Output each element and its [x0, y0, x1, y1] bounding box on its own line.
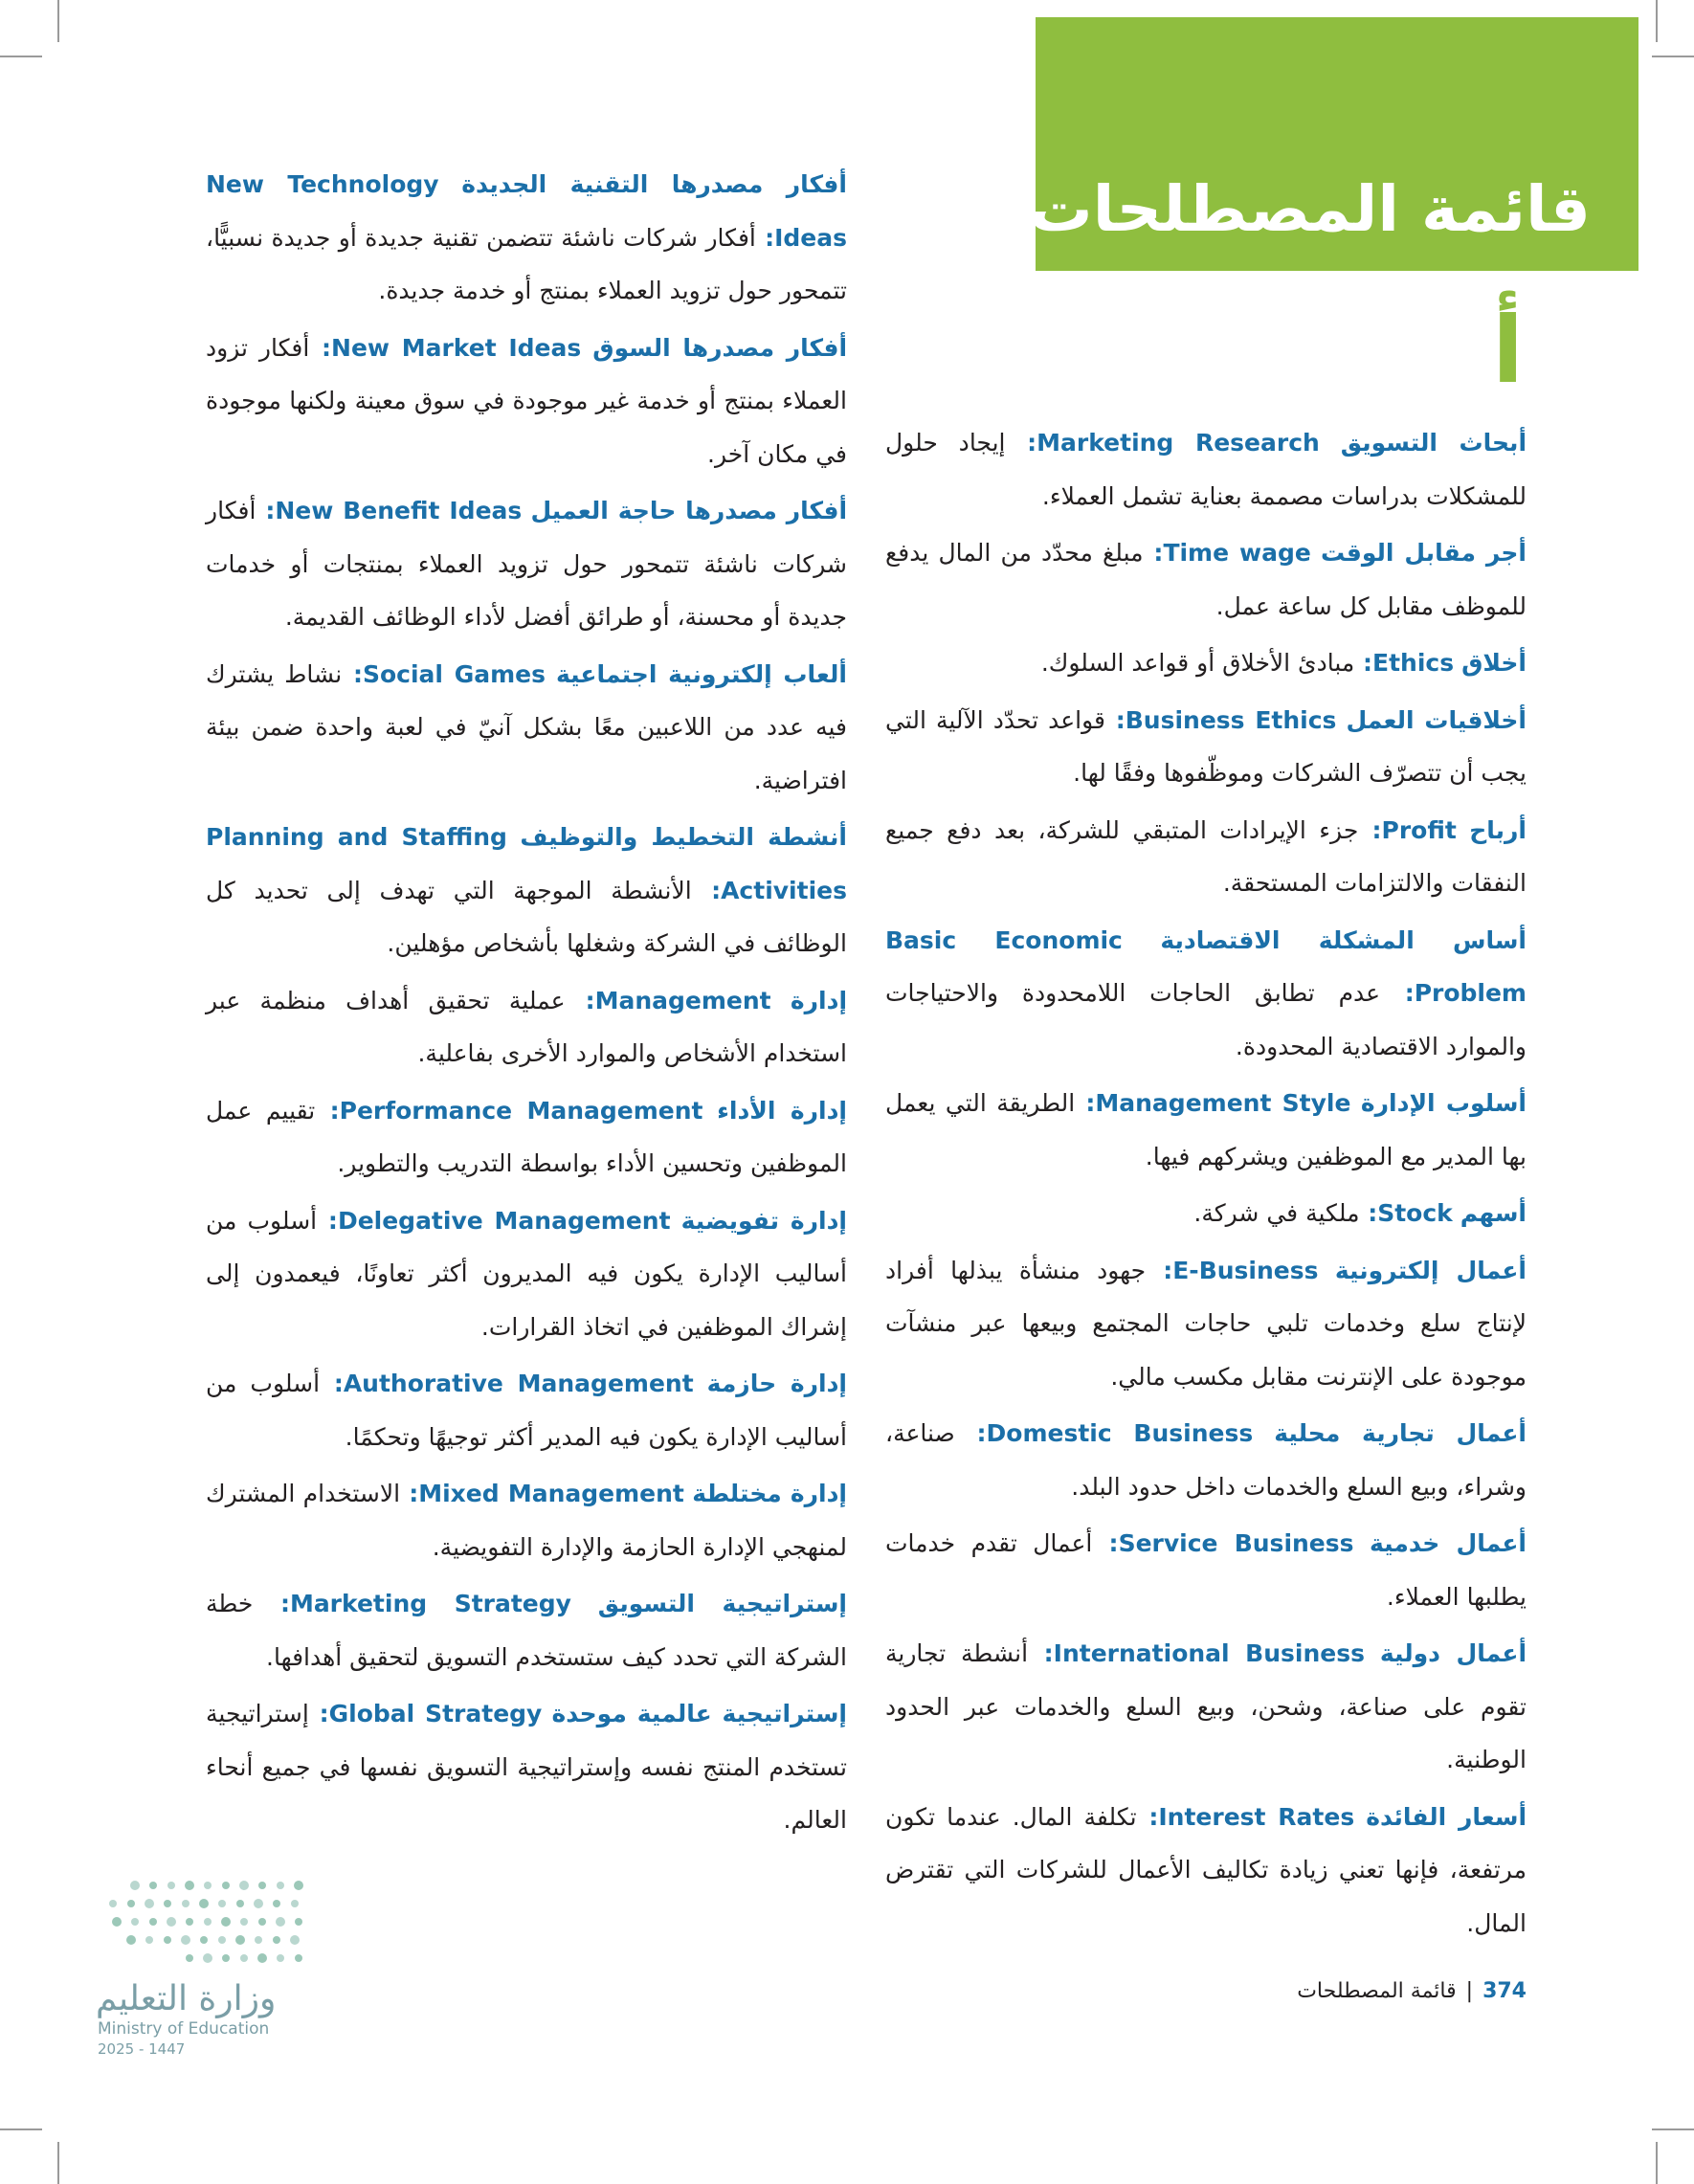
term-definition: قواعد تحدّد الآلية التي يجب أن تتصرّف الشركات وموظّفوها وفقًا لها.	[885, 705, 1527, 787]
term-english: Social Games	[362, 659, 546, 688]
term-separator: :	[342, 659, 363, 688]
logo-dot	[167, 1882, 175, 1889]
logo-dot	[240, 1954, 248, 1962]
logo-dot	[126, 1935, 136, 1945]
term-english: Mixed Management	[418, 1480, 684, 1507]
term-separator: :	[1075, 1089, 1096, 1117]
logo-dot	[295, 1918, 302, 1926]
logo-dot	[164, 1900, 171, 1907]
glossary-entry	[885, 416, 1527, 523]
logo-dot	[221, 1917, 231, 1927]
term-definition: أنشطة تجارية تقوم على صناعة، وشحن، وبيع السلع والخدمات عبر الحدود الوطنية.	[885, 1639, 1527, 1773]
logo-dot	[204, 1882, 212, 1889]
glossary-entry	[206, 648, 847, 808]
logo-dot	[254, 1899, 263, 1908]
crop-mark	[0, 2128, 42, 2130]
logo-dot	[149, 1882, 157, 1889]
logo-dot	[222, 1882, 230, 1889]
term-definition: الاستخدام المشترك لمنهجي الإدارة الحازمة والإدارة التفويضية.	[206, 1480, 847, 1561]
term-english: Time wage	[1163, 539, 1311, 567]
logo-dot	[240, 1918, 248, 1926]
crop-mark	[1652, 56, 1694, 57]
term-separator: :	[317, 1206, 338, 1235]
term-arabic: أخلاق	[1461, 649, 1527, 677]
term-arabic: أفكار مصدرها حاجة العميل	[530, 497, 848, 524]
logo-dot	[273, 1936, 280, 1944]
logo-dot	[294, 1881, 303, 1890]
term-definition: أفكار تزود العملاء بمنتج أو خدمة غير موجودة في سوق معينة ولكنها موجودة في مكان آخر.	[206, 333, 847, 468]
glossary-entry	[206, 1194, 847, 1354]
glossary-entry	[206, 1687, 847, 1847]
term-separator: :	[565, 986, 595, 1014]
logo-dot	[200, 1936, 208, 1944]
logo-dot	[218, 1900, 226, 1907]
term-english: Domestic Business	[986, 1419, 1254, 1447]
term-separator: :	[253, 1590, 290, 1617]
term-definition: أفكار شركات ناشئة تتمحور حول تزويد العملاء بمنتجات أو خدمات جديدة أو محسنة، أو طرائق أفضل لأداء الوظائف القديمة.	[206, 497, 847, 631]
glossary-entry	[885, 1187, 1527, 1240]
term-english: Business Ethics	[1125, 705, 1337, 734]
glossary-entry	[885, 1791, 1527, 1950]
section-letter: أ	[1492, 297, 1524, 404]
term-separator: :	[320, 1370, 344, 1397]
logo-dot	[145, 1936, 153, 1944]
term-arabic: إستراتيجية عالمية موحدة	[551, 1700, 847, 1727]
glossary-entry	[885, 1077, 1527, 1183]
term-english: Management	[594, 986, 771, 1014]
term-english: International Business	[1053, 1639, 1365, 1667]
logo-dots-icon	[96, 1876, 306, 1972]
glossary-entry	[206, 1084, 847, 1191]
term-separator: :	[1005, 429, 1037, 457]
glossary-entry	[885, 694, 1527, 800]
logo-dot	[112, 1917, 122, 1927]
term-english: Authorative Management	[343, 1370, 694, 1397]
term-definition: عملية تحقيق أهداف منظمة عبر استخدام الأشخاص والموارد الأخرى بفاعلية.	[206, 986, 847, 1067]
logo-dot	[276, 1917, 285, 1927]
term-arabic: إدارة تفويضية	[680, 1206, 848, 1235]
page-number: 374	[1482, 1979, 1527, 2003]
logo-dot	[273, 1900, 280, 1907]
term-english: E-Business	[1172, 1256, 1319, 1284]
term-separator: :	[954, 1419, 987, 1447]
ministry-logo	[96, 1876, 316, 2058]
term-english: New Technology Ideas	[206, 170, 848, 252]
term-separator: :	[1143, 539, 1164, 567]
term-definition: الطريقة التي يعمل بها المدير مع الموظفين ويشركهم فيها.	[885, 1089, 1527, 1170]
term-definition: صناعة، وشراء، وبيع السلع والخدمات داخل حدود البلد.	[885, 1419, 1527, 1501]
term-english: Marketing Strategy	[289, 1590, 571, 1617]
logo-dot	[186, 1954, 193, 1962]
term-english: Stock	[1377, 1199, 1453, 1227]
crop-mark	[1656, 2142, 1658, 2184]
term-arabic: أفكار مصدرها التقنية الجديدة	[461, 170, 847, 198]
logo-dot	[109, 1900, 117, 1907]
glossary-entry	[885, 1244, 1527, 1404]
term-separator: :	[1358, 815, 1382, 844]
logo-dot	[204, 1918, 212, 1926]
term-definition: جزء الإيرادات المتبقي للشركة، بعد دفع جميع النفقات والالتزامات المستحقة.	[885, 815, 1527, 897]
logo-year: 2025 - 1447	[98, 2040, 186, 2058]
logo-dot	[258, 1882, 266, 1889]
logo-dot	[199, 1899, 209, 1908]
term-arabic: أسعار الفائدة	[1366, 1802, 1527, 1831]
term-separator: :	[1028, 1639, 1054, 1667]
logo-dot	[182, 1900, 189, 1907]
term-definition: مبادئ الأخلاق أو قواعد السلوك.	[1040, 649, 1355, 677]
term-english: Planning and Staffing Activities	[206, 823, 847, 904]
term-arabic: أساس المشكلة الاقتصادية	[1160, 925, 1527, 954]
term-english: Marketing Research	[1036, 429, 1320, 457]
term-definition: نشاط يشترك فيه عدد من اللاعبين معًا بشكل آنيّ في لعبة واحدة ضمن بيئة افتراضية.	[206, 659, 847, 794]
term-definition: عدم تطابق الحاجات اللامحدودة والاحتياجات والموارد الاقتصادية المحدودة.	[885, 979, 1527, 1060]
logo-dot	[239, 1881, 249, 1890]
term-english: Service Business	[1118, 1529, 1354, 1557]
term-arabic: إدارة الأداء	[717, 1096, 847, 1125]
term-separator: :	[308, 1700, 329, 1727]
term-separator: :	[256, 497, 276, 524]
glossary-entry	[206, 811, 847, 970]
glossary-column-left	[206, 158, 847, 1851]
term-arabic: إدارة	[790, 986, 848, 1014]
term-definition: ملكية في شركة.	[1193, 1199, 1360, 1227]
glossary-entry	[885, 1407, 1527, 1513]
term-arabic: أجر مقابل الوقت	[1320, 539, 1527, 567]
glossary-column-right	[885, 416, 1527, 1953]
term-separator: :	[400, 1480, 419, 1507]
term-separator: :	[1354, 649, 1373, 677]
term-english: New Benefit Ideas	[275, 497, 523, 524]
term-definition: مبلغ محدّد من المال يدفع للموظف مقابل كل ساعة عمل.	[885, 539, 1527, 620]
glossary-entry	[206, 484, 847, 644]
term-definition: أسلوب من أساليب الإدارة يكون فيه المدير أكثر توجيهًا وتحكمًا.	[206, 1370, 847, 1451]
logo-dot	[127, 1900, 135, 1907]
logo-dot	[181, 1935, 190, 1945]
term-arabic: أنشطة التخطيط والتوظيف	[520, 823, 847, 851]
logo-dot	[164, 1936, 171, 1944]
footer-section-label: قائمة المصطلحات	[1297, 1979, 1457, 2003]
logo-dot	[131, 1918, 139, 1926]
term-english: Profit	[1381, 815, 1457, 844]
logo-dot	[218, 1936, 226, 1944]
term-arabic: أبحاث التسويق	[1340, 429, 1527, 457]
term-arabic: أخلاقيات العمل	[1346, 705, 1527, 734]
term-definition: خطة الشركة التي تحدد كيف ستستخدم التسويق لتحقيق أهدافها.	[206, 1590, 847, 1671]
term-definition: الأنشطة الموجهة التي تهدف إلى تحديد كل الوظائف في الشركة وشغلها بأشخاص مؤهلين.	[206, 876, 847, 957]
crop-mark	[0, 56, 42, 57]
term-arabic: إستراتيجية التسويق	[597, 1590, 847, 1617]
glossary-entry	[885, 636, 1527, 690]
term-arabic: أعمال تجارية محلية	[1274, 1419, 1527, 1447]
term-separator: :	[1380, 979, 1415, 1007]
term-arabic: أعمال إلكترونية	[1334, 1256, 1527, 1284]
glossary-entry	[206, 1577, 847, 1683]
glossary-entry	[885, 804, 1527, 910]
logo-dot	[295, 1954, 302, 1962]
logo-dot	[291, 1900, 299, 1907]
glossary-entry	[885, 1627, 1527, 1787]
term-separator: :	[315, 1096, 340, 1125]
term-separator: :	[309, 333, 332, 362]
page-title: قائمة المصطلحات	[1029, 172, 1591, 246]
term-english: Performance Management	[339, 1096, 703, 1125]
crop-mark	[1656, 0, 1658, 42]
term-arabic: أسلوب الإدارة	[1360, 1089, 1527, 1117]
glossary-entry	[885, 1517, 1527, 1623]
term-separator: :	[1136, 1802, 1159, 1831]
term-arabic: إدارة حازمة	[706, 1370, 847, 1397]
term-separator: :	[1146, 1256, 1173, 1284]
term-arabic: أعمال خدمية	[1370, 1529, 1527, 1557]
term-separator: :	[691, 876, 722, 904]
term-arabic: أفكار مصدرها السوق	[592, 333, 848, 362]
term-separator: :	[755, 223, 775, 252]
logo-dot	[149, 1918, 157, 1926]
term-definition: أسلوب من أساليب الإدارة يكون فيه المديرون أكثر تعاونًا، فيعمدون إلى إشراك الموظفين في اتخاذ القرارات.	[206, 1206, 847, 1341]
term-english: Interest Rates	[1158, 1802, 1355, 1831]
glossary-entry	[206, 1357, 847, 1463]
logo-dot	[185, 1881, 194, 1890]
logo-dot	[222, 1954, 230, 1962]
term-definition: إستراتيجية تستخدم المنتج نفسه وإستراتيجية التسويق نفسها في جميع أنحاء العالم.	[206, 1700, 847, 1834]
logo-dot	[235, 1935, 245, 1945]
glossary-entry	[885, 526, 1527, 633]
glossary-entry	[885, 914, 1527, 1074]
term-definition: تكلفة المال. عندما تكون مرتفعة، فإنها تعني زيادة تكاليف الأعمال للشركات التي تقترض المال.	[885, 1802, 1527, 1937]
logo-dot	[255, 1936, 262, 1944]
glossary-entry	[206, 322, 847, 481]
logo-dot	[277, 1954, 284, 1962]
term-separator: :	[1359, 1199, 1378, 1227]
logo-name-en: Ministry of Education	[98, 2019, 270, 2039]
crop-mark	[57, 0, 59, 42]
logo-dot	[290, 1935, 300, 1945]
logo-dot	[257, 1953, 267, 1963]
glossary-entry	[206, 974, 847, 1081]
term-definition: أعمال تقدم خدمات يطلبها العملاء.	[885, 1529, 1527, 1611]
logo-dot	[203, 1953, 212, 1963]
footer-divider: |	[1465, 1979, 1474, 2003]
glossary-entry	[206, 1467, 847, 1573]
term-definition: أفكار شركات ناشئة تتضمن تقنية جديدة أو جديدة نسبيًّا، تتمحور حول تزويد العملاء بمنتج أو خدمة جديدة.	[206, 223, 847, 304]
glossary-entry	[206, 158, 847, 318]
term-arabic: ألعاب إلكترونية اجتماعية	[556, 659, 848, 688]
term-english: Delegative Management	[337, 1206, 671, 1235]
term-arabic: إدارة مختلطة	[692, 1480, 847, 1507]
term-english: Global Strategy	[328, 1700, 543, 1727]
term-english: New Market Ideas	[331, 333, 582, 362]
term-english: Management Style	[1095, 1089, 1351, 1117]
term-english: Ethics	[1372, 649, 1455, 677]
logo-dot	[145, 1899, 154, 1908]
logo-dot	[258, 1918, 266, 1926]
term-definition: تقييم عمل الموظفين وتحسين الأداء بواسطة التدريب والتطوير.	[206, 1096, 847, 1177]
logo-dot	[277, 1882, 284, 1889]
logo-dot	[130, 1881, 140, 1890]
crop-mark	[57, 2142, 59, 2184]
term-english: Basic Economic Problem	[885, 925, 1527, 1007]
term-arabic: أعمال دولية	[1379, 1639, 1527, 1667]
term-arabic: أرباح	[1469, 815, 1527, 844]
logo-dot	[186, 1918, 193, 1926]
term-definition: إيجاد حلول للمشكلات بدراسات مصممة بعناية تشمل العملاء.	[885, 429, 1527, 510]
title-banner	[1029, 17, 1638, 271]
logo-dot	[236, 1900, 244, 1907]
page-footer	[1297, 1977, 1527, 2006]
term-separator: :	[1092, 1529, 1119, 1557]
crop-mark	[1652, 2128, 1694, 2130]
logo-name-ar: وزارة التعليم	[96, 1979, 277, 2018]
term-arabic: أسهم	[1460, 1199, 1527, 1227]
term-definition: جهود منشأة يبذلها أفراد لإنتاج سلع وخدمات تلبي حاجات المجتمع وبيعها عبر منشآت موجودة على الإنترنت مقابل مكسب مالي.	[885, 1256, 1527, 1391]
term-separator: :	[1104, 705, 1126, 734]
logo-dot	[167, 1917, 176, 1927]
